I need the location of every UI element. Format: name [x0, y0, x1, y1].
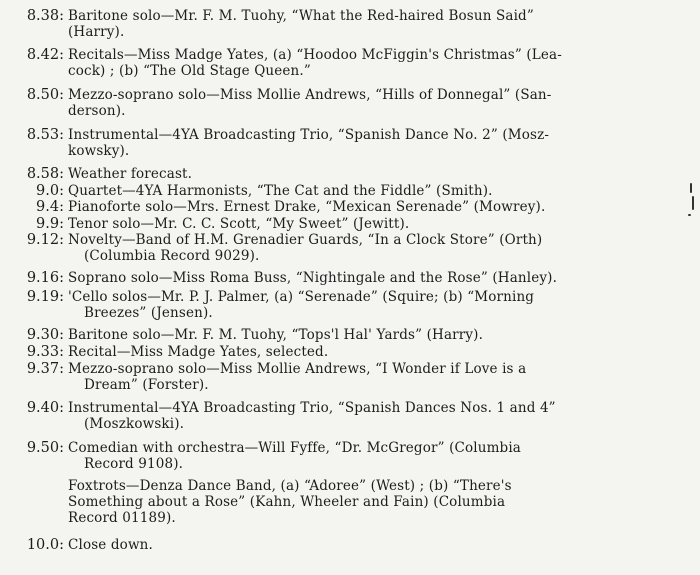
entry-time: 9.16:	[26, 270, 64, 286]
entry-text-line: Mezzo-soprano solo—Miss Mollie Andrews, “Hills of Donnegal” (San-	[68, 87, 552, 103]
entry-time: 9.19:	[26, 289, 64, 305]
entry-text-line: Baritone solo—Mr. F. M. Tuohy, “What the Red-haired Bosun Said”	[68, 8, 534, 24]
entry-time: 10.0:	[26, 537, 64, 553]
print-speck	[688, 214, 691, 216]
print-speck	[690, 183, 692, 193]
entry-time: 8.38:	[26, 8, 64, 24]
entry-text-line: kowsky).	[68, 143, 130, 159]
entry-text-line: Weather forecast.	[68, 166, 193, 182]
entry-text-line: Record 01189).	[68, 510, 176, 526]
entry-text-line: Comedian with orchestra—Will Fyffe, “Dr. McGregor” (Columbia	[68, 440, 521, 456]
entry-text-line: cock) ; (b) “The Old Stage Queen.”	[68, 63, 311, 79]
entry-text-line: Soprano solo—Miss Roma Buss, “Nightingale and the Rose” (Hanley).	[68, 270, 558, 286]
entry-time: 9.9:	[36, 216, 64, 232]
entry-text-line: (Moszkowski).	[84, 416, 185, 432]
entry-text-line: (Harry).	[68, 24, 125, 40]
entry-text-line: (Columbia Record 9029).	[84, 248, 260, 264]
entry-text-line: Quartet—4YA Harmonists, “The Cat and the Fiddle” (Smith).	[68, 183, 493, 199]
entry-text-line: Breezes” (Jensen).	[84, 305, 213, 321]
entry-text-line: 'Cello solos—Mr. P. J. Palmer, (a) “Serenade” (Squire; (b) “Morning	[68, 289, 535, 305]
print-speck	[692, 196, 694, 210]
entry-time: 9.12:	[26, 232, 64, 248]
entry-text-line: Dream” (Forster).	[84, 377, 209, 393]
entry-text-line: Foxtrots—Denza Dance Band, (a) “Adoree” (West) ; (b) “There's	[68, 478, 512, 494]
entry-time: 8.53:	[26, 127, 64, 143]
entry-time: 9.50:	[26, 440, 64, 456]
entry-text-line: Something about a Rose” (Kahn, Wheeler and Fain) (Columbia	[68, 494, 506, 510]
entry-time: 9.40:	[26, 400, 64, 416]
entry-text-line: Close down.	[68, 537, 153, 553]
entry-text-line: derson).	[68, 103, 126, 119]
entry-time: 9.0:	[36, 183, 64, 199]
entry-text-line: Mezzo-soprano solo—Miss Mollie Andrews, “I Wonder if Love is a	[68, 361, 527, 377]
entry-text-line: Instrumental—4YA Broadcasting Trio, “Spanish Dances Nos. 1 and 4”	[68, 400, 556, 416]
entry-text-line: Pianoforte solo—Mrs. Ernest Drake, “Mexican Serenade” (Mowrey).	[68, 199, 546, 215]
entry-text-line: Tenor solo—Mr. C. C. Scott, “My Sweet” (Jewitt).	[68, 216, 410, 232]
entry-text-line: Novelty—Band of H.M. Grenadier Guards, “In a Clock Store” (Orth)	[68, 232, 543, 248]
entry-time: 9.33:	[26, 344, 64, 360]
entry-time: 9.37:	[26, 361, 64, 377]
entry-text-line: Recital—Miss Madge Yates, selected.	[68, 344, 329, 360]
entry-text-line: Instrumental—4YA Broadcasting Trio, “Spanish Dance No. 2” (Mosz-	[68, 127, 550, 143]
entry-time: 9.4:	[36, 199, 64, 215]
entry-time: 8.58:	[26, 166, 64, 182]
entry-text-line: Recitals—Miss Madge Yates, (a) “Hoodoo McFiggin's Christmas” (Lea-	[68, 47, 562, 63]
entry-time: 8.42:	[26, 47, 64, 63]
entry-time: 9.30:	[26, 327, 64, 343]
entry-text-line: Record 9108).	[84, 456, 184, 472]
entry-text-line: Baritone solo—Mr. F. M. Tuohy, “Tops'l Hal' Yards” (Harry).	[68, 327, 484, 343]
entry-time: 8.50:	[26, 87, 64, 103]
